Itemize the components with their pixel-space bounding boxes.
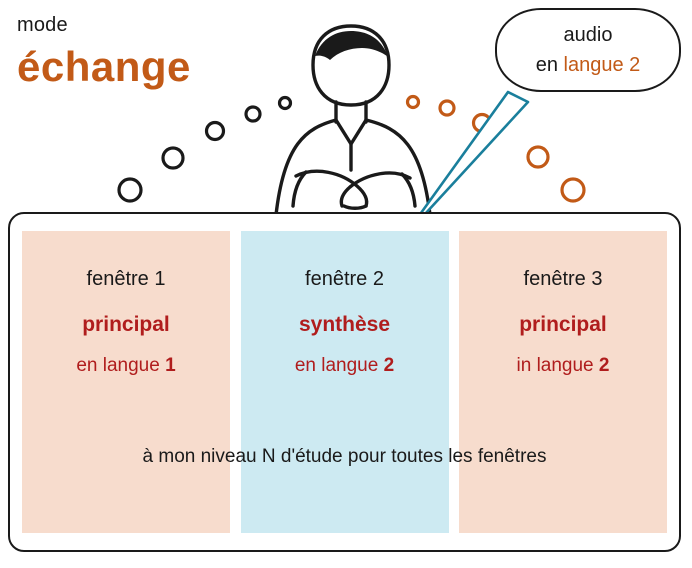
mode-label: mode: [17, 14, 68, 36]
speech-bubble: [495, 8, 681, 92]
window-3-language-prefix: in langue: [516, 355, 599, 376]
panel-footnote: à mon niveau N d'étude pour toutes les fenêtres: [142, 446, 547, 467]
window-2-language-number: 2: [383, 355, 395, 376]
speech-bubble-line-2-prefix: en: [535, 54, 564, 76]
speech-bubble-line-2-accent: langue 2: [563, 54, 641, 76]
window-2-language: [241, 355, 449, 377]
window-3-language-number: 2: [598, 355, 610, 376]
window-1-language-number: 1: [165, 355, 176, 376]
speech-bubble-line-1: audio: [563, 24, 613, 46]
window-2-language-prefix: en langue: [294, 355, 384, 376]
page-title: échange: [17, 43, 191, 90]
window-column-2: [241, 231, 449, 533]
windows-columns: [10, 214, 679, 550]
window-2-role: synthèse: [298, 313, 391, 336]
window-column-1: [22, 231, 230, 533]
windows-panel: [8, 212, 681, 552]
window-3-title: fenêtre 3: [523, 268, 603, 290]
window-column-3: [459, 231, 667, 533]
window-3-language: [459, 355, 667, 377]
window-2-title: fenêtre 2: [305, 268, 384, 290]
window-1-title: fenêtre 1: [86, 268, 166, 290]
window-1-language-prefix: en langue: [76, 355, 166, 376]
window-3-role: principal: [519, 313, 607, 336]
window-1-language: [22, 355, 230, 377]
speech-bubble-line-2: [497, 54, 679, 77]
window-1-role: principal: [82, 313, 170, 336]
